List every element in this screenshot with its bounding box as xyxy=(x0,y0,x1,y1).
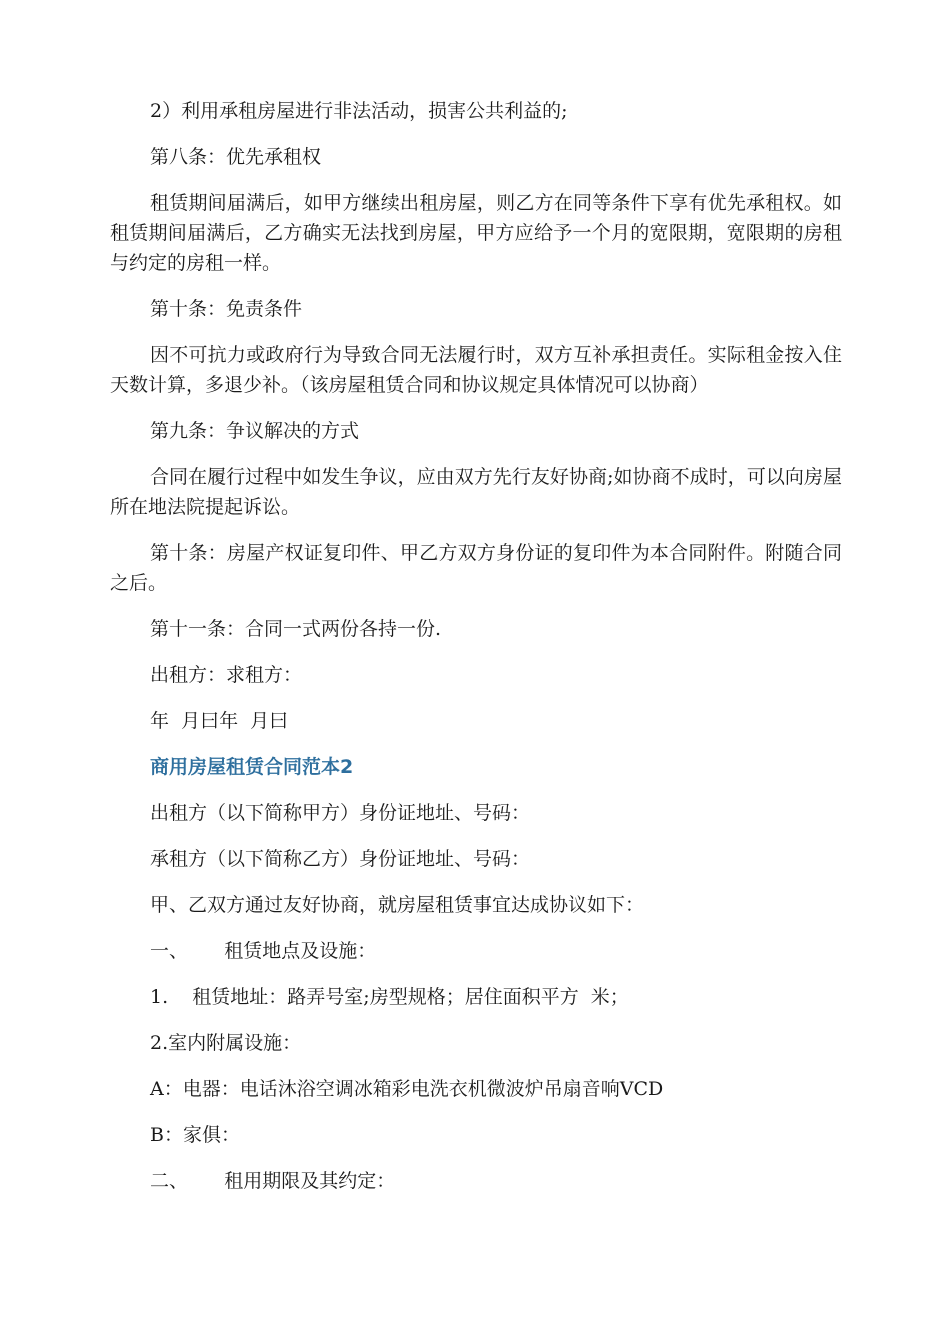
paragraph-lessor-id: 出租方（以下简称甲方）身份证地址、号码： xyxy=(150,802,531,824)
clause-1-facilities: 2.室内附属设施： xyxy=(150,1032,302,1054)
document-page xyxy=(110,96,842,1212)
article-8-title: 第八条：优先承租权 xyxy=(150,146,322,168)
clause-1-furniture: B：家俱： xyxy=(150,1124,240,1146)
paragraph-lessee-id: 承租方（以下简称乙方）身份证地址、号码： xyxy=(150,848,531,870)
paragraph-copies: 第十一条：合同一式两份各持一份. xyxy=(150,618,442,640)
article-9-title: 第九条：争议解决的方式 xyxy=(150,420,360,442)
article-10-title: 第十条：免责条件 xyxy=(150,298,303,320)
paragraph-parties-signature: 出租方：求租方： xyxy=(150,664,303,686)
paragraph-attachments: 第十条：房屋产权证复印件、甲乙方双方身份证的复印件为本合同附件。附随合同之后。 xyxy=(110,542,842,594)
clause-1-appliances: A：电器：电话沐浴空调冰箱彩电洗衣机微波炉吊扇音响VCD xyxy=(150,1078,664,1100)
section-heading: 商用房屋租赁合同范本2 xyxy=(150,756,354,778)
paragraph-illegal-activity: 2）利用承租房屋进行非法活动，损害公共利益的; xyxy=(150,100,568,122)
clause-1-address: 1. 租赁地址：路弄号室;房型规格；居住面积平方 米； xyxy=(150,986,629,1008)
clause-1-title: 一、 租赁地点及设施： xyxy=(150,940,377,962)
clause-2-title: 二、 租用期限及其约定： xyxy=(150,1170,396,1192)
paragraph-priority-lease: 租赁期间届满后，如甲方继续出租房屋，则乙方在同等条件下享有优先承租权。如租赁期间届满后，乙方确实无法找到房屋，甲方应给予一个月的宽限期，宽限期的房租与约定的房租一样。 xyxy=(110,192,842,274)
paragraph-agreement-intro: 甲、乙双方通过友好协商，就房屋租赁事宜达成协议如下： xyxy=(150,894,645,916)
paragraph-exemption: 因不可抗力或政府行为导致合同无法履行时，双方互补承担责任。实际租金按入住天数计算，多退少补。（该房屋租赁合同和协议规定具体情况可以协商） xyxy=(110,344,842,396)
paragraph-date-line: 年 月曰年 月曰 xyxy=(150,710,289,732)
paragraph-dispute: 合同在履行过程中如发生争议，应由双方先行友好协商;如协商不成时，可以向房屋所在地法院提起诉讼。 xyxy=(110,466,842,518)
